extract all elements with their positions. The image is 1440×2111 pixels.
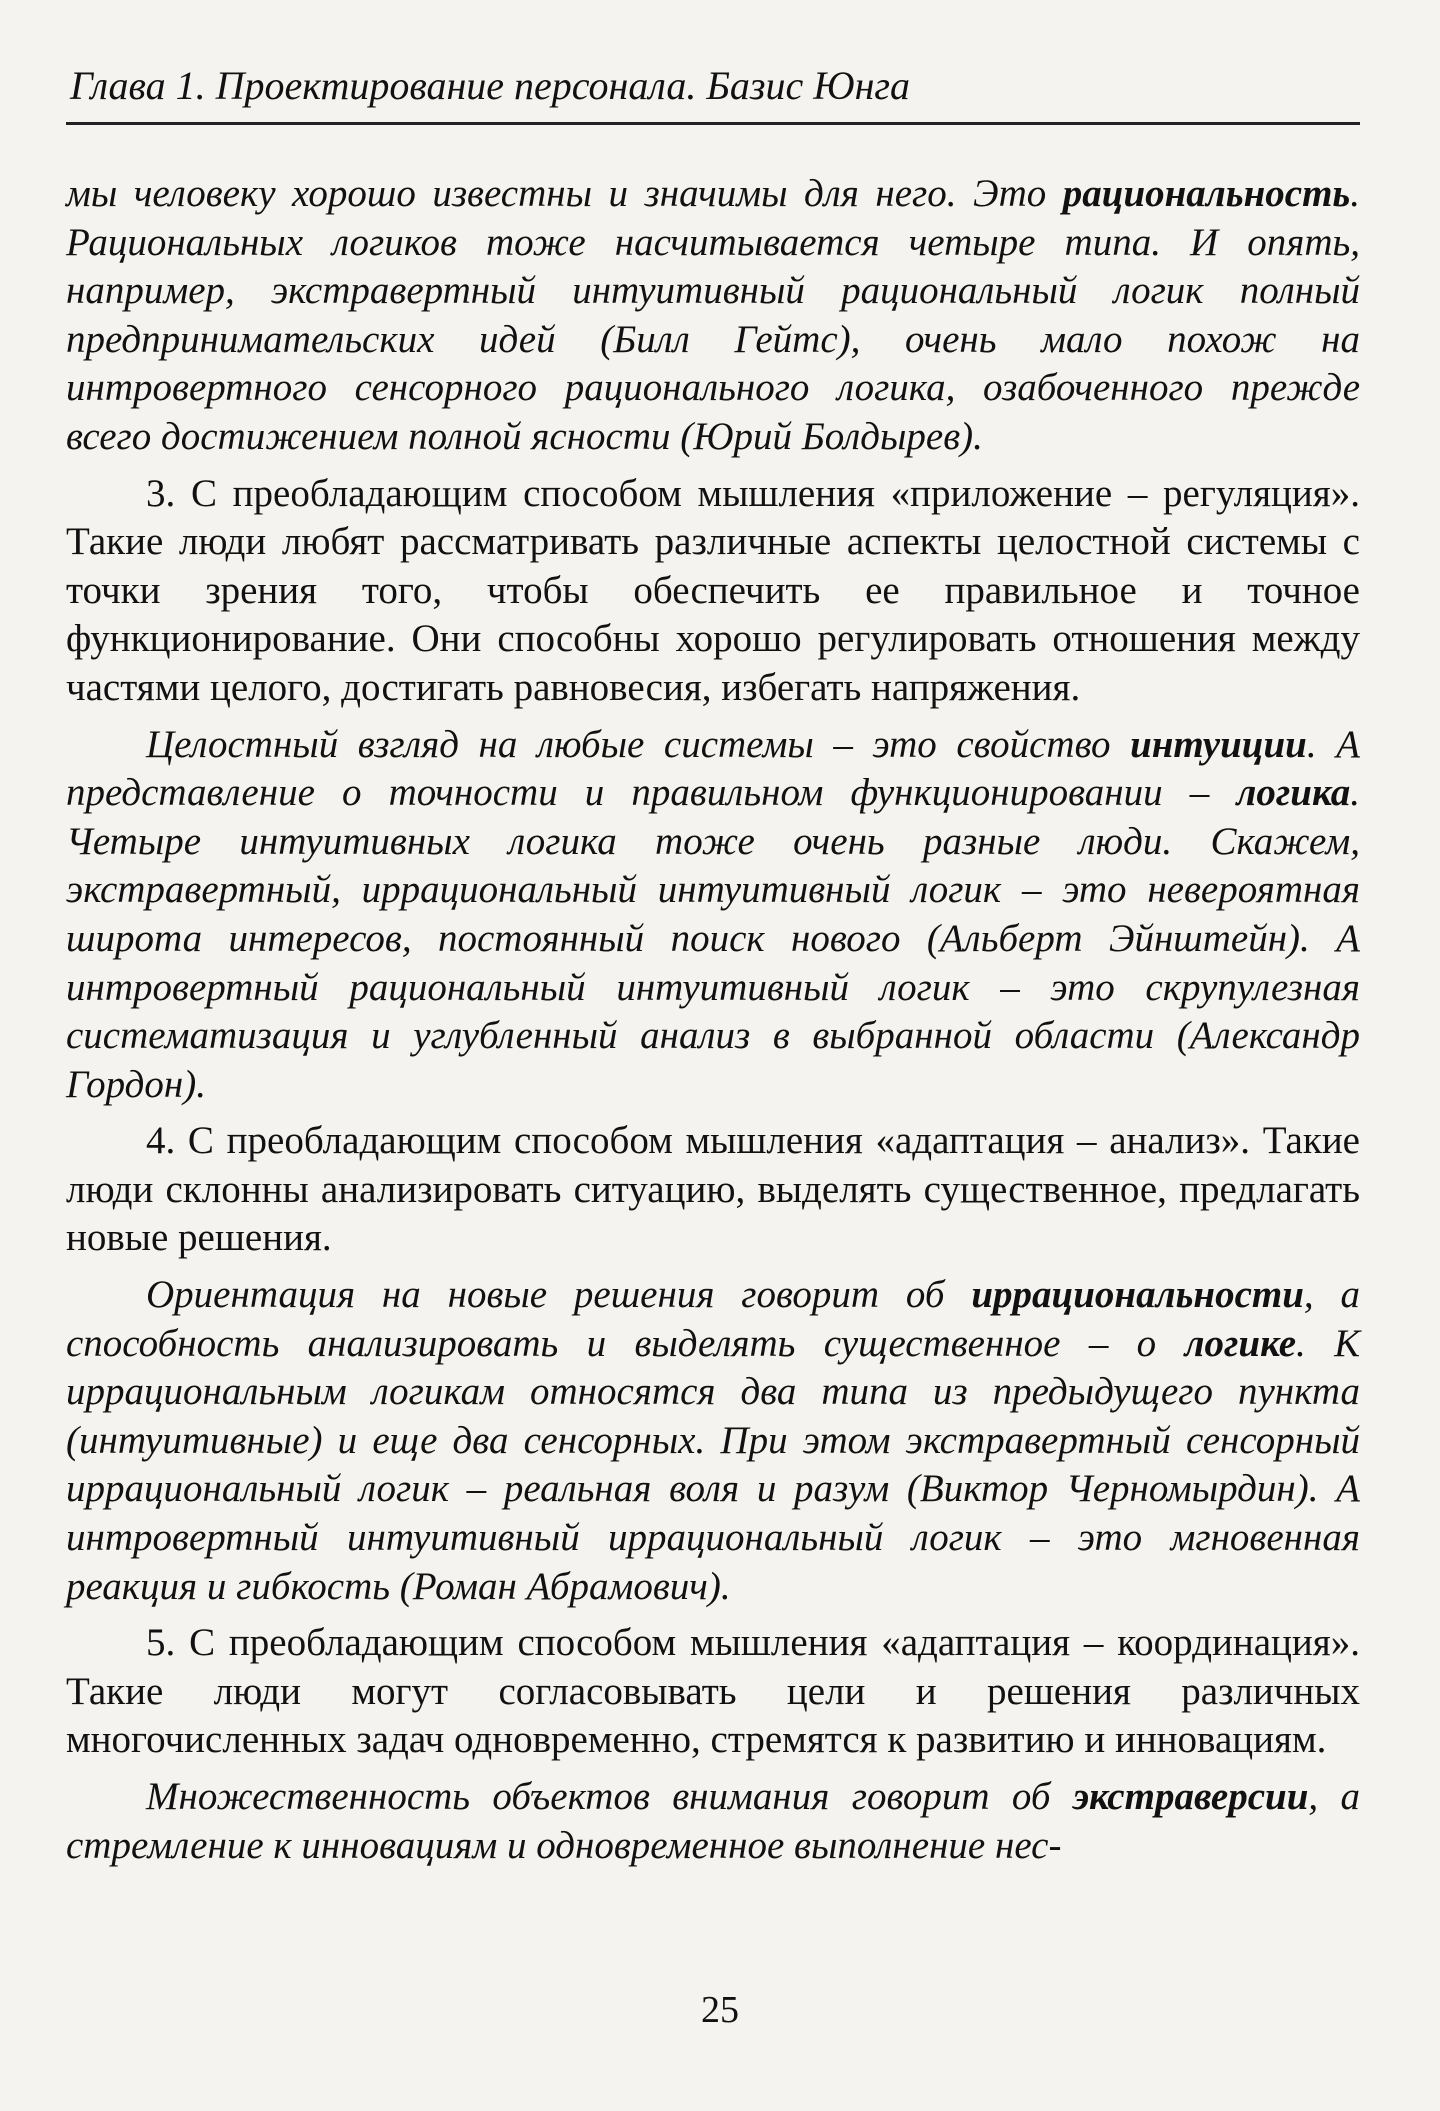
emphasis-term: интуиции <box>1130 722 1307 766</box>
emphasis-term: иррациональности <box>971 1273 1304 1317</box>
paragraph-continuation <box>66 170 1360 462</box>
paragraph-commentary-4 <box>66 1271 1360 1611</box>
page-number: 25 <box>701 1989 739 2031</box>
emphasis-term: рациональность <box>1062 172 1351 215</box>
running-header: Глава 1. Проектирование персонала. Базис Юнга <box>70 63 911 108</box>
paragraph-commentary-3 <box>66 721 1360 1110</box>
paragraph-item-4: 4. С преобладающим способом мышления «адаптация – анализ». Такие люди склонны анализировать ситуацию, выделять существенное, предлагать новые решения. <box>66 1119 1360 1260</box>
text-run: . Четыре интуитивных логика тоже очень разные люди. Скажем, экстравертный, иррациональный интуитивный логик – это невероятная широта интересов, постоянный поиск нового (Альберт Эйнштейн). А интровертный рациональный интуитивный логик – это скрупулезная систематизация и углубленный анализ в выбранной области (Александр Гордон). <box>66 771 1360 1106</box>
text-run: мы человеку хорошо известны и значимы для него. Это <box>66 172 1063 215</box>
paragraph-commentary-5 <box>66 1773 1360 1870</box>
emphasis-term: экстраверсии <box>1072 1775 1309 1818</box>
paragraph-item-5: 5. С преобладающим способом мышления «адаптация – координация». Такие люди могут согласовывать цели и решения различных многочисленных задач одновременно, стремятся к развитию и инновациям. <box>66 1621 1360 1762</box>
emphasis-term: логике <box>1184 1321 1297 1365</box>
text-run: Множественность объектов внимания говорит об <box>146 1775 1073 1818</box>
text-run: , а способность анализировать и выделять существенное – о <box>66 1273 1361 1365</box>
page-body <box>66 170 1360 1878</box>
text-run: . К иррациональным логикам относятся два типа из предыдущего пункта (интуитивные) и еще два сенсорных. При этом экстравертный сенсорный иррациональный логик – реальная воля и разум (Виктор Черномырдин). А интровертный интуитивный иррациональный логик – это мгновенная реакция и гибкость (Роман Абрамович). <box>66 1321 1360 1608</box>
text-run: . А представление о точности и правильном функционировании – <box>66 722 1360 815</box>
emphasis-term: логика <box>1236 771 1351 815</box>
text-run: Целостный взгляд на любые системы – это свойство <box>146 722 1131 766</box>
text-run: Ориентация на новые решения говорит об <box>146 1273 972 1317</box>
text-run: , а стремление к инновациям и одновременное выполнение нес- <box>66 1775 1360 1867</box>
paragraph-item-3: 3. С преобладающим способом мышления «приложение – регуляция». Такие люди любят рассматривать различные аспекты целостной системы с точки зрения того, чтобы обеспечить ее правильное и точное функционирование. Они способны хорошо регулировать отношения между частями целого, достигать равновесия, избегать напряжения. <box>66 471 1360 709</box>
header-rule <box>66 122 1360 125</box>
text-run: . Рациональных логиков тоже насчитывается четыре типа. И опять, например, экстравертный интуитивный рациональный логик полный предпринимательских идей (Билл Гейтс), очень мало похож на интровертного сенсорного рационального логика, озабоченного прежде всего достижением полной ясности (Юрий Болдырев). <box>66 172 1360 458</box>
